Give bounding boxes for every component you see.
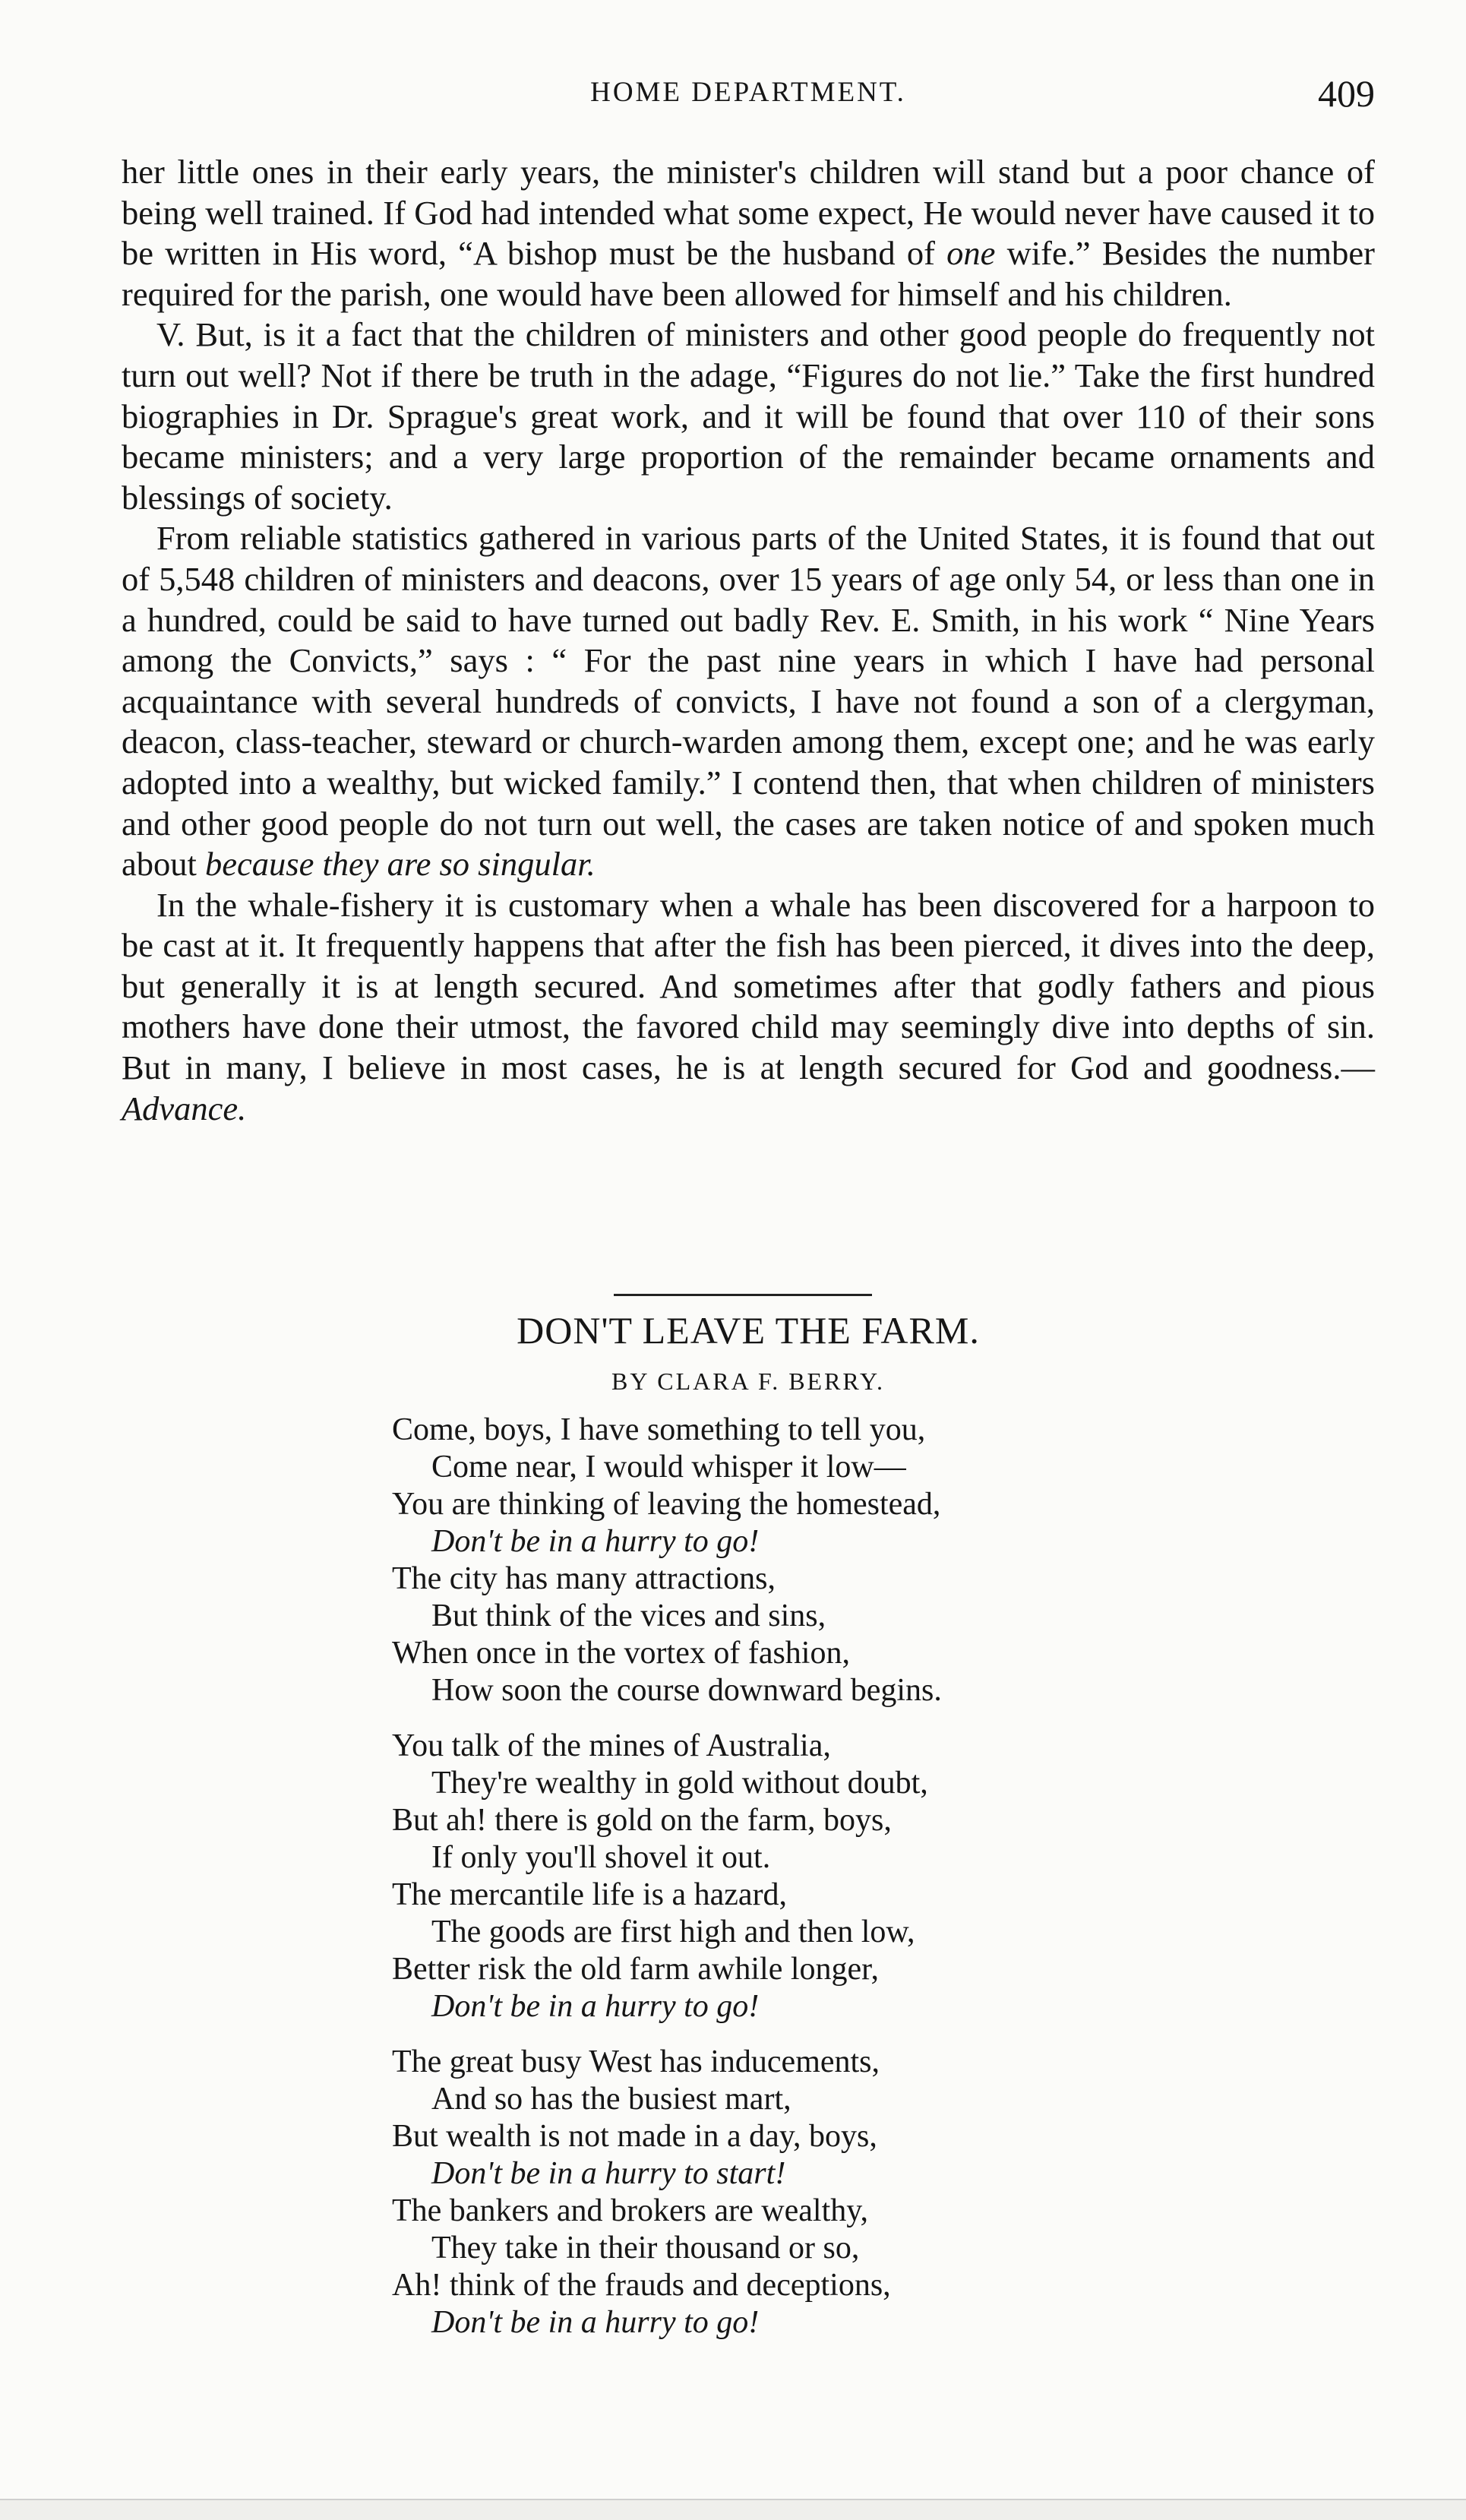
poem-line-refrain: Don't be in a hurry to start! (431, 2156, 786, 2191)
poem-line: But wealth is not made in a day, boys, (392, 2119, 877, 2154)
paragraph-text: From reliable statistics gathered in various parts of the United States, it is found that out of 5,548 children of ministers and deacons, over 15 years of age only 54, or less than one in a hundred, could be said to have turned out badly Rev. E. Smith, in his work “ Nine Years among the Convicts,” says : “ For the past nine years in which I have had personal acquaintance with several hundreds of convicts, I have not found a son of a clergyman, deacon, class-teacher, steward or church-warden among them, except one; and he was early adopted into a wealthy, but wicked family.” I contend then, that when children of ministers and other good people do not turn out well, the cases are taken notice of and spoken much about (122, 519, 1375, 884)
poem-line: Come near, I would whisper it low— (431, 1450, 906, 1484)
poem-line: You are thinking of leaving the homestead, (392, 1487, 941, 1522)
poem-author: BY CLARA F. BERRY. (611, 1368, 885, 1395)
paragraph-whale-fishery (122, 885, 1375, 1130)
poem-line-refrain: Don't be in a hurry to go! (431, 1989, 760, 2024)
poem-line: And so has the busiest mart, (431, 2082, 791, 2117)
poem (392, 1412, 1227, 2360)
poem-line: They're wealthy in gold without doubt, (431, 1766, 928, 1801)
poem-stanza (392, 1412, 1227, 1709)
paragraph-text-tail: wife.” Besides the number required for the parish, one would have been allowed for himself and his children. (122, 234, 1375, 313)
article-body (122, 152, 1375, 1129)
poem-line: Come, boys, I have something to tell you, (392, 1412, 926, 1447)
poem-line: If only you'll shovel it out. (431, 1840, 771, 1875)
emphasis-singular: because they are so singular. (205, 845, 596, 884)
poem-line: Better risk the old farm awhile longer, (392, 1952, 879, 1987)
poem-line: But think of the vices and sins, (431, 1598, 826, 1633)
poem-stanza (392, 2044, 1227, 2341)
poem-line: They take in their thousand or so, (431, 2231, 860, 2265)
poem-title: DON'T LEAVE THE FARM. (517, 1309, 980, 1352)
poem-line-refrain: Don't be in a hurry to go! (431, 2305, 760, 2340)
poem-line: The goods are first high and then low, (431, 1915, 915, 1949)
poem-line-refrain: Don't be in a hurry to go! (431, 1524, 760, 1559)
paragraph-statistics (122, 518, 1375, 884)
poem-line: When once in the vortex of fashion, (392, 1636, 850, 1671)
poem-line: But ah! there is gold on the farm, boys, (392, 1803, 892, 1838)
poem-stanza (392, 1728, 1227, 2025)
paragraph-section-v: V. But, is it a fact that the children of ministers and other good people do frequently not turn out well? Not if there be truth in the adage, “Figures do not lie.” Take the first hundred biographies in Dr. Sprague's great work, and it will be found that over 110 of their sons became ministers; and a very large proportion of the remainder became ornaments and blessings of society. (122, 315, 1375, 517)
running-head-title: HOME DEPARTMENT. (590, 77, 906, 108)
poem-line: You talk of the mines of Australia, (392, 1728, 831, 1763)
poem-line: Ah! think of the frauds and deceptions, (392, 2268, 891, 2303)
poem-line: The great busy West has inducements, (392, 2044, 880, 2079)
page-number: 409 (1318, 72, 1375, 115)
running-head (122, 71, 1375, 117)
source-citation: Advance. (122, 1089, 247, 1127)
poem-line: The mercantile life is a hazard, (392, 1877, 788, 1912)
emphasis-one: one (946, 234, 996, 273)
poem-line: How soon the course downward begins. (431, 1673, 942, 1708)
paragraph-continued (122, 152, 1375, 315)
paragraph-text: her little ones in their early years, the minister's children will stand but a poor chance of being well trained. If God had intended what some expect, He would never have caused it to be written in His word, “A bishop must be the husband of (122, 153, 1375, 273)
section-divider (614, 1294, 872, 1296)
paragraph-text: In the whale-fishery it is customary when a whale has been discovered for a harpoon to be cast at it. It frequently happens that after the fish has been pierced, it dives into the deep, but generally it is at length secured. And sometimes after that godly fathers and pious mothers have done their utmost, the favored child may seemingly dive into depths of sin. But in many, I believe in most cases, he is at length secured for God and goodness.— (122, 885, 1375, 1087)
page-bottom-edge (0, 2499, 1466, 2520)
poem-line: The city has many attractions, (392, 1561, 776, 1596)
poem-line: The bankers and brokers are wealthy, (392, 2193, 869, 2228)
